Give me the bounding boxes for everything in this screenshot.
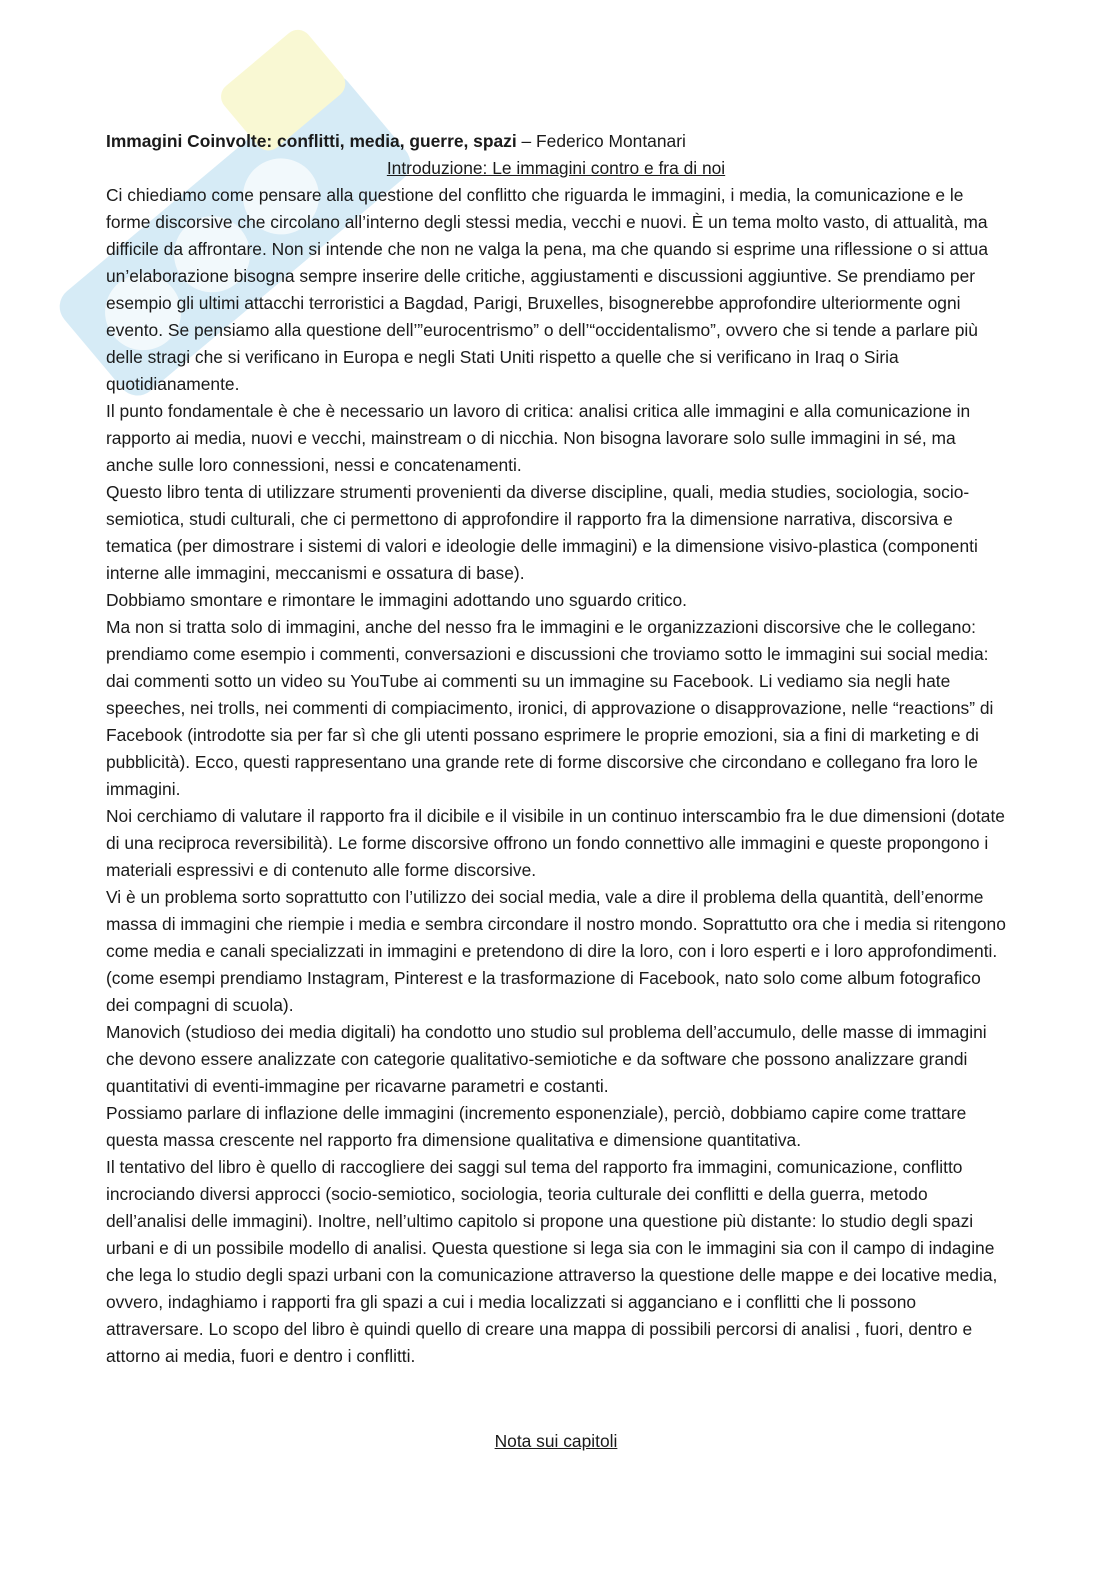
title-author: – Federico Montanari <box>516 131 686 151</box>
document-title <box>106 128 1006 155</box>
paragraph: Vi è un problema sorto soprattutto con l’utilizzo dei social media, vale a dire il problema della quantità, dell’enorme massa di immagini che riempie i media e sembra circondare il nostro mondo. Soprattutto ora che i media si ritengono come media e canali specializzati in immagini e pretendono di dire la loro, con i loro esperti e i loro approfondimenti. (come esempi prendiamo Instagram, Pinterest e la trasformazione di Facebook, nato solo come album fotografico dei compagni di scuola). <box>106 887 1006 1015</box>
paragraph: Ci chiediamo come pensare alla questione del conflitto che riguarda le immagini, i media, la comunicazione e le forme discorsive che circolano all’interno degli stessi media, vecchi e nuovi. È un tema molto vasto, di attualità, ma difficile da affrontare. Non si intende che non ne valga la pena, ma che quando si esprime una riflessione o si attua un’elaborazione bisogna sempre inserire delle critiche, aggiustamenti e discussioni aggiuntive. Se prendiamo per esempio gli ultimi attacchi terroristici a Bagdad, Parigi, Bruxelles, bisognerebbe approfondire ulteriormente ogni evento. Se pensiamo alla questione dell’”eurocentrismo” o dell’“occidentalismo”, ovvero che si tende a parlare più delle stragi che si verificano in Europa e negli Stati Uniti rispetto a quelle che si verificano in Iraq o Siria quotidianamente. <box>106 185 989 394</box>
title-bold: Immagini Coinvolte: conflitti, media, guerre, spazi <box>106 131 517 151</box>
paragraph: Il tentativo del libro è quello di raccogliere dei saggi sul tema del rapporto fra immagini, comunicazione, conflitto incrociando diversi approcci (socio-semiotico, sociologia, teoria culturale dei conflitti e della guerra, metodo dell’analisi delle immagini). Inoltre, nell’ultimo capitolo si propone una questione più distante: lo studio degli spazi urbani e di un possibile modello di analisi. Questa questione si lega sia con le immagini sia con il campo di indagine che lega lo studio degli spazi urbani con la comunicazione attraverso la questione delle mappe e dei locative media, ovvero, indaghiamo i rapporti fra gli spazi a cui i media localizzati si agganciano e i conflitti che li possono attraversare. Lo scopo del libro è quindi quello di creare una mappa di possibili percorsi di analisi , fuori, dentro e attorno ai media, fuori e dentro i conflitti. <box>106 1157 998 1366</box>
paragraph: Noi cerchiamo di valutare il rapporto fra il dicibile e il visibile in un continuo interscambio fra le due dimensioni (dotate di una reciproca reversibilità). Le forme discorsive offrono un fondo connettivo alle immagini e queste propongono i materiali espressivi e di contenuto alle forme discorsive. <box>106 806 1005 880</box>
section-heading-chapters: Nota sui capitoli <box>494 1431 618 1451</box>
paragraph: Questo libro tenta di utilizzare strumenti provenienti da diverse discipline, quali, media studies, sociologia, socio-semiotica, studi culturali, che ci permettono di approfondire il rapporto fra la dimensione narrativa, discorsiva e tematica (per dimostrare i sistemi di valori e ideologie delle immagini) e la dimensione visivo-plastica (componenti interne alle immagini, meccanismi e ossatura di base). <box>106 482 978 583</box>
document-body <box>106 128 1006 1370</box>
paragraph: Possiamo parlare di inflazione delle immagini (incremento esponenziale), perciò, dobbiamo capire come trattare questa massa crescente nel rapporto fra dimensione qualitativa e dimensione quantitativa. <box>106 1103 967 1150</box>
paragraph: Manovich (studioso dei media digitali) ha condotto uno studio sul problema dell’accumulo, delle masse di immagini che devono essere analizzate con categorie qualitativo-semiotiche e da software che possono analizzare grandi quantitativi di eventi-immagine per ricavarne parametri e costanti. <box>106 1022 987 1096</box>
paragraph: Il punto fondamentale è che è necessario un lavoro di critica: analisi critica alle immagini e alla comunicazione in rapporto ai media, nuovi e vecchi, mainstream o di nicchia. Non bisogna lavorare solo sulle immagini in sé, ma anche sulle loro connessioni, nessi e concatenamenti. <box>106 401 971 475</box>
introduction-heading: Introduzione: Le immagini contro e fra di noi <box>386 158 726 178</box>
paragraph: Ma non si tratta solo di immagini, anche del nesso fra le immagini e le organizzazioni discorsive che le collegano: prendiamo come esempio i commenti, conversazioni e discussioni che troviamo sotto le immagini sui social media: dai commenti sotto un video su YouTube ai commenti su un immagine su Facebook. Li vediamo sia negli hate speeches, nei trolls, nei commenti di compiacimento, ironici, di approvazione o disapprovazione, nelle “reactions” di Facebook (introdotte sia per far sì che gli utenti possano esprimere le proprie emozioni, sia a fini di marketing e di pubblicità). Ecco, questi rappresentano una grande rete di forme discorsive che circondano e collegano fra loro le immagini. <box>106 617 994 799</box>
paragraph: Dobbiamo smontare e rimontare le immagini adottando uno sguardo critico. <box>106 590 687 610</box>
